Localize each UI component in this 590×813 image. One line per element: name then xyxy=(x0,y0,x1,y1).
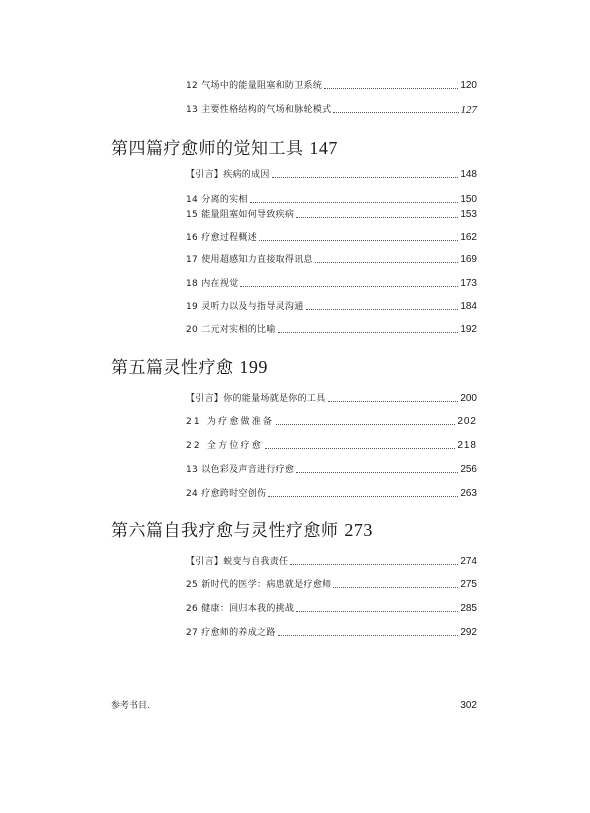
toc-entry-18[interactable] xyxy=(186,276,477,290)
toc-entry-label: 18 内在视觉 xyxy=(186,279,239,289)
dot-leader xyxy=(265,447,455,449)
dot-leader xyxy=(324,87,458,89)
toc-entry-15[interactable] xyxy=(186,207,477,221)
part4-page: 147 xyxy=(309,138,338,158)
toc-entry-page: 150 xyxy=(460,194,477,205)
toc-entry-page: 162 xyxy=(460,232,477,243)
toc-entry-17[interactable] xyxy=(186,252,477,266)
toc-entry-page: 218 xyxy=(457,440,477,451)
toc-entry-part5-intro[interactable] xyxy=(186,391,477,405)
part4-title: 第四篇疗愈师的觉知工具 xyxy=(111,139,304,159)
toc-entry-label: 19 灵听力以及与指导灵沟通 xyxy=(186,302,304,312)
part5-heading[interactable] xyxy=(111,357,268,378)
dot-leader xyxy=(315,261,458,263)
part6-page: 273 xyxy=(344,520,373,540)
toc-entry-14[interactable] xyxy=(186,192,477,206)
toc-entry-label: 21 为疗愈做准备 xyxy=(186,417,275,427)
toc-entry-page: 292 xyxy=(460,627,477,638)
toc-entry-page: 200 xyxy=(460,393,477,404)
toc-entry-page: 153 xyxy=(460,209,477,220)
toc-entry-13[interactable] xyxy=(186,102,477,116)
toc-entry-part4-intro[interactable] xyxy=(186,167,477,181)
part4-heading[interactable] xyxy=(111,138,338,159)
toc-entry-label: 20 二元对实相的比喻 xyxy=(186,325,276,335)
part5-title: 第五篇灵性疗愈 xyxy=(111,358,234,378)
toc-entry-21[interactable] xyxy=(186,414,477,428)
toc-entry-page: 127 xyxy=(460,104,477,116)
dot-leader xyxy=(240,285,458,287)
toc-entry-label: 13 以色彩及声音进行疗愈 xyxy=(186,465,295,475)
toc-entry-label: 12 气场中的能量阻塞和防卫系统 xyxy=(186,81,323,91)
dot-leader xyxy=(278,331,459,333)
toc-entry-16[interactable] xyxy=(186,230,477,244)
toc-entry-page: 263 xyxy=(460,488,477,499)
toc-entry-label: 16 疗愈过程概述 xyxy=(186,233,258,243)
dot-leader xyxy=(328,400,459,402)
toc-entry-12[interactable] xyxy=(186,78,477,92)
dot-leader xyxy=(296,471,458,473)
references-label: 参考书目. xyxy=(111,701,150,711)
toc-entry-page: 169 xyxy=(460,254,477,265)
dot-leader xyxy=(333,586,458,588)
toc-entry-page: 192 xyxy=(460,324,477,335)
toc-entry-page: 285 xyxy=(460,603,477,614)
toc-entry-20[interactable] xyxy=(186,322,477,336)
toc-entry-label: 14 分离的实相 xyxy=(186,195,248,205)
toc-entry-label: 26 健康：回归本我的挑战 xyxy=(186,604,295,614)
dot-leader xyxy=(296,610,458,612)
toc-entry-label: 27 疗愈师的养成之路 xyxy=(186,628,276,638)
dot-leader xyxy=(276,423,455,425)
toc-entry-label: 24 疗愈跨时空创伤 xyxy=(186,489,267,499)
dot-leader xyxy=(259,239,458,241)
dot-leader xyxy=(268,495,458,497)
toc-entry-page: 148 xyxy=(460,169,477,180)
toc-entry-page: 202 xyxy=(457,416,477,427)
dot-leader xyxy=(272,176,459,178)
part6-title: 第六篇自我疗愈与灵性疗愈师 xyxy=(111,521,339,541)
toc-entry-23[interactable] xyxy=(186,462,477,476)
dot-leader xyxy=(296,216,458,218)
part5-page: 199 xyxy=(239,357,268,377)
dot-leader xyxy=(278,634,459,636)
toc-entry-26[interactable] xyxy=(186,601,477,615)
toc-entry-page: 275 xyxy=(460,579,477,590)
dot-leader xyxy=(333,111,458,113)
toc-entry-label: 17 使用超感知力直接取得讯息 xyxy=(186,255,313,265)
dot-leader xyxy=(250,201,459,203)
toc-entry-page: 256 xyxy=(460,464,477,475)
toc-entry-label: 25 新时代的医学：病患就是疗愈师 xyxy=(186,580,332,590)
toc-entry-label: 13 主要性格结构的气场和脉轮模式 xyxy=(186,105,332,115)
toc-entry-label: 【引言】疾病的成因 xyxy=(186,170,270,180)
toc-entry-page: 173 xyxy=(460,278,477,289)
toc-entry-page: 274 xyxy=(460,556,477,567)
toc-entry-page: 184 xyxy=(460,301,477,312)
toc-entry-page: 120 xyxy=(460,80,477,91)
toc-entry-19[interactable] xyxy=(186,299,477,313)
toc-entry-label: 15 能量阻塞如何导致疾病 xyxy=(186,210,295,220)
dot-leader xyxy=(306,308,459,310)
toc-entry-label: 22 全方位疗愈 xyxy=(186,441,263,451)
dot-leader xyxy=(290,563,458,565)
toc-entry-label: 【引言】蜕变与自我责任 xyxy=(186,557,289,567)
toc-entry-27[interactable] xyxy=(186,625,477,639)
references-page: 302 xyxy=(460,700,477,711)
part6-heading[interactable] xyxy=(111,520,373,541)
toc-entry-24[interactable] xyxy=(186,486,477,500)
toc-entry-references[interactable] xyxy=(111,700,477,714)
toc-entry-25[interactable] xyxy=(186,577,477,591)
toc-entry-22[interactable] xyxy=(186,438,477,452)
toc-entry-label: 【引言】你的能量场就是你的工具 xyxy=(186,394,326,404)
toc-entry-part6-intro[interactable] xyxy=(186,554,477,568)
